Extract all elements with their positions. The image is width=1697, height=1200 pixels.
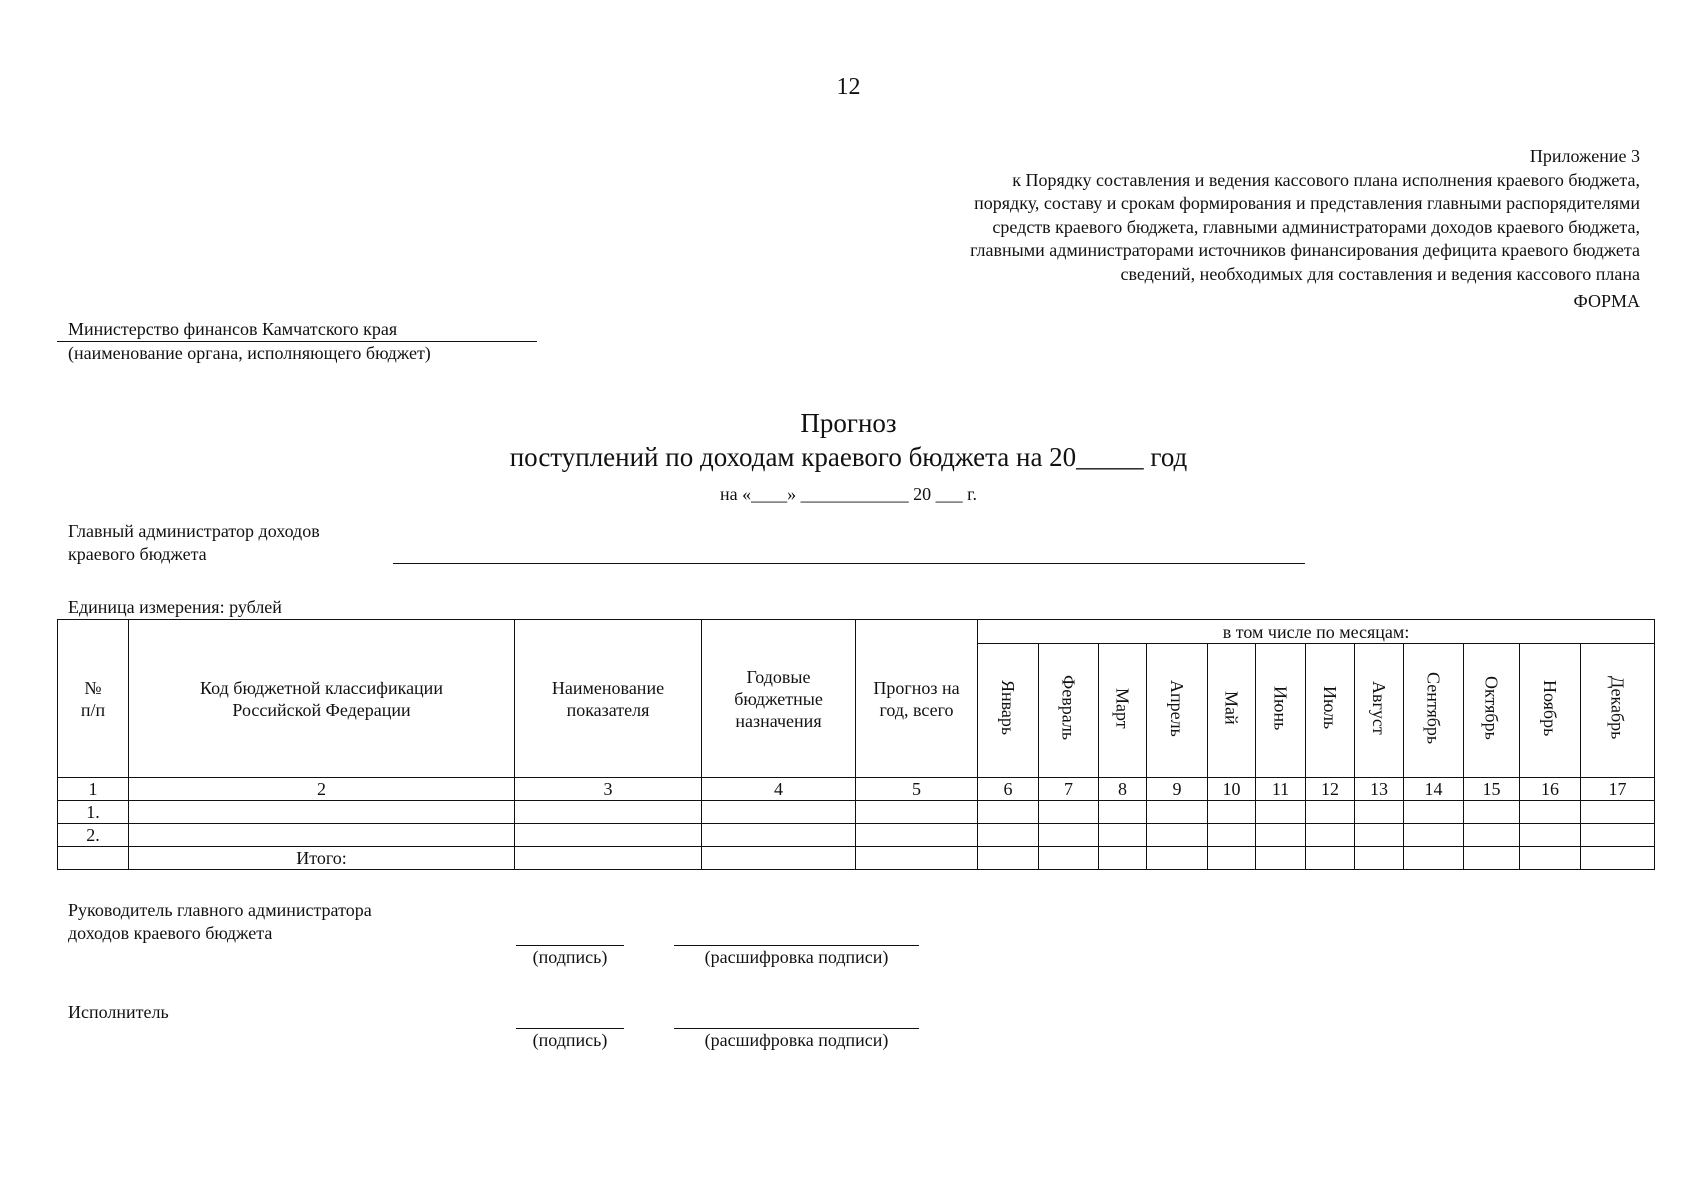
month-label: Сентябрь bbox=[1423, 671, 1444, 745]
month-header bbox=[1039, 644, 1099, 778]
document-title: Прогноз bbox=[800, 408, 897, 438]
month-label: Ноябрь bbox=[1540, 679, 1560, 737]
table-cell[interactable] bbox=[978, 824, 1039, 847]
signature-label-line: доходов краевого бюджета bbox=[68, 923, 273, 943]
table-cell[interactable] bbox=[1099, 801, 1147, 824]
column-number: 2 bbox=[129, 778, 515, 801]
header-forecast bbox=[856, 620, 978, 778]
table-cell[interactable] bbox=[1581, 824, 1655, 847]
header-text: Наименование bbox=[551, 677, 665, 698]
column-number: 15 bbox=[1464, 778, 1520, 801]
appendix-line: средств краевого бюджета, главными администраторами доходов краевого бюджета, bbox=[992, 216, 1640, 237]
table-cell[interactable] bbox=[1208, 801, 1256, 824]
column-number: 4 bbox=[702, 778, 856, 801]
column-number: 3 bbox=[515, 778, 702, 801]
month-label: Март bbox=[1112, 687, 1133, 729]
month-header bbox=[1306, 644, 1355, 778]
header-annual bbox=[702, 620, 856, 778]
table-cell[interactable] bbox=[1404, 824, 1464, 847]
head-signature-line[interactable] bbox=[516, 945, 624, 946]
table-cell[interactable] bbox=[1306, 801, 1355, 824]
page-number: 12 bbox=[836, 74, 861, 100]
unit-label: Единица измерения: рублей bbox=[68, 597, 282, 617]
row-number: 2. bbox=[58, 824, 129, 847]
organization-caption: (наименование органа, исполняющего бюджет) bbox=[68, 343, 431, 363]
table-cell[interactable] bbox=[1520, 801, 1581, 824]
header-text: Прогноз на bbox=[873, 677, 960, 698]
table-cell[interactable] bbox=[1306, 824, 1355, 847]
month-label: Август bbox=[1369, 681, 1389, 735]
table-cell[interactable] bbox=[1039, 847, 1099, 870]
column-number: 14 bbox=[1404, 778, 1464, 801]
date-line: на «____» ____________ 20 ___ г. bbox=[720, 484, 977, 504]
table-cell[interactable] bbox=[978, 801, 1039, 824]
table-cell[interactable] bbox=[702, 824, 856, 847]
administrator-label bbox=[68, 520, 320, 566]
table-cell[interactable] bbox=[1355, 824, 1404, 847]
table-header-row bbox=[58, 620, 1655, 644]
column-number: 1 bbox=[58, 778, 129, 801]
head-signature-label bbox=[68, 899, 372, 945]
table-row bbox=[58, 824, 1655, 847]
column-number: 11 bbox=[1256, 778, 1306, 801]
document-subtitle: поступлений по доходам краевого бюджета на 20_____ год bbox=[509, 442, 1188, 472]
appendix-line: порядку, составу и срокам формирования и представления главными распорядителями bbox=[974, 193, 1640, 213]
executor-signature-line[interactable] bbox=[516, 1028, 624, 1029]
appendix-line: главными администраторами источников финансирования дефицита краевого бюджета bbox=[970, 240, 1640, 260]
table-cell[interactable] bbox=[515, 801, 702, 824]
column-number-row bbox=[58, 778, 1655, 801]
table-cell[interactable] bbox=[1520, 847, 1581, 870]
month-label: Июнь bbox=[1270, 685, 1291, 731]
table-cell[interactable] bbox=[1039, 801, 1099, 824]
table-cell[interactable] bbox=[1306, 847, 1355, 870]
header-name bbox=[515, 620, 702, 778]
month-header bbox=[1099, 644, 1147, 778]
signature-label-line: Руководитель главного администратора bbox=[68, 900, 372, 920]
row-number: 1. bbox=[58, 801, 129, 824]
month-header bbox=[1581, 644, 1655, 778]
table-cell[interactable] bbox=[515, 824, 702, 847]
executor-decoding-line[interactable] bbox=[674, 1028, 919, 1029]
appendix-line: сведений, необходимых для составления и ведения кассового плана bbox=[1120, 263, 1640, 284]
head-decoding-line[interactable] bbox=[674, 945, 919, 946]
table-row bbox=[58, 801, 1655, 824]
table-cell[interactable] bbox=[702, 801, 856, 824]
table-cell[interactable] bbox=[1355, 801, 1404, 824]
head-decoding-caption: (расшифровка подписи) bbox=[704, 947, 889, 967]
appendix-block bbox=[970, 145, 1640, 286]
column-number: 17 bbox=[1581, 778, 1655, 801]
month-header bbox=[1208, 644, 1256, 778]
executor-signature-caption: (подпись) bbox=[532, 1030, 608, 1050]
table-cell[interactable] bbox=[1404, 847, 1464, 870]
table-cell[interactable] bbox=[856, 824, 978, 847]
forecast-table bbox=[57, 619, 1655, 870]
header-text: бюджетные bbox=[734, 688, 823, 709]
administrator-label-line: Главный администратор доходов bbox=[68, 521, 320, 541]
table-cell[interactable] bbox=[1581, 847, 1655, 870]
column-number: 5 bbox=[856, 778, 978, 801]
table-cell[interactable] bbox=[1147, 801, 1208, 824]
header-text: Код бюджетной классификации bbox=[200, 677, 443, 698]
table-cell[interactable] bbox=[1039, 824, 1099, 847]
month-header bbox=[1256, 644, 1306, 778]
table-cell[interactable] bbox=[1099, 824, 1147, 847]
month-header bbox=[1147, 644, 1208, 778]
column-number: 10 bbox=[1208, 778, 1256, 801]
table-cell[interactable] bbox=[1464, 824, 1520, 847]
table-cell[interactable] bbox=[1404, 801, 1464, 824]
month-label: Июль bbox=[1320, 686, 1340, 730]
header-num bbox=[58, 620, 129, 778]
table-cell[interactable] bbox=[856, 801, 978, 824]
header-text: п/п bbox=[80, 699, 106, 720]
table-cell[interactable] bbox=[1256, 847, 1306, 870]
table-cell[interactable] bbox=[1256, 824, 1306, 847]
organization-name: Министерство финансов Камчатского края bbox=[68, 319, 398, 339]
table-cell[interactable] bbox=[1208, 847, 1256, 870]
month-header bbox=[1404, 644, 1464, 778]
table-cell[interactable] bbox=[856, 847, 978, 870]
executor-decoding-caption: (расшифровка подписи) bbox=[704, 1030, 889, 1050]
header-code bbox=[129, 620, 515, 778]
header-text: № bbox=[84, 677, 102, 698]
executor-label: Исполнитель bbox=[68, 1002, 169, 1022]
table-cell[interactable] bbox=[1147, 824, 1208, 847]
column-number: 6 bbox=[978, 778, 1039, 801]
header-text: Российской Федерации bbox=[232, 699, 411, 720]
administrator-label-line: краевого бюджета bbox=[68, 544, 207, 564]
header-text: Годовые bbox=[746, 666, 811, 687]
table-cell bbox=[58, 847, 129, 870]
month-header bbox=[1464, 644, 1520, 778]
table-cell[interactable] bbox=[1147, 847, 1208, 870]
head-signature-caption: (подпись) bbox=[532, 947, 608, 967]
month-header bbox=[978, 644, 1039, 778]
header-text: год, всего bbox=[879, 699, 954, 720]
column-number: 7 bbox=[1039, 778, 1099, 801]
table-cell[interactable] bbox=[702, 847, 856, 870]
table-cell[interactable] bbox=[978, 847, 1039, 870]
column-number: 9 bbox=[1147, 778, 1208, 801]
table-cell[interactable] bbox=[129, 801, 515, 824]
form-label: ФОРМА bbox=[1573, 291, 1640, 311]
header-text: показателя bbox=[566, 699, 650, 720]
table-cell[interactable] bbox=[1520, 824, 1581, 847]
total-row bbox=[58, 847, 1655, 870]
total-label: Итого: bbox=[129, 847, 515, 870]
table-cell[interactable] bbox=[129, 824, 515, 847]
month-label: Май bbox=[1221, 691, 1242, 725]
appendix-title: Приложение 3 bbox=[1529, 146, 1640, 166]
header-months-group: в том числе по месяцам: bbox=[978, 620, 1655, 644]
column-number: 16 bbox=[1520, 778, 1581, 801]
table-cell[interactable] bbox=[1581, 801, 1655, 824]
month-label: Октябрь bbox=[1481, 676, 1502, 740]
month-label: Февраль bbox=[1058, 675, 1079, 741]
table-cell[interactable] bbox=[1256, 801, 1306, 824]
month-label: Январь bbox=[998, 680, 1018, 736]
table-cell[interactable] bbox=[1464, 847, 1520, 870]
month-label: Апрель bbox=[1167, 679, 1187, 737]
column-number: 13 bbox=[1355, 778, 1404, 801]
header-text: назначения bbox=[735, 710, 822, 731]
table-cell[interactable] bbox=[1208, 824, 1256, 847]
table-cell[interactable] bbox=[515, 847, 702, 870]
month-header bbox=[1355, 644, 1404, 778]
organization-underline bbox=[57, 341, 537, 342]
column-number: 12 bbox=[1306, 778, 1355, 801]
table-cell[interactable] bbox=[1355, 847, 1404, 870]
column-number: 8 bbox=[1099, 778, 1147, 801]
appendix-line: к Порядку составления и ведения кассового плана исполнения краевого бюджета, bbox=[1012, 169, 1640, 190]
table-cell[interactable] bbox=[1099, 847, 1147, 870]
month-header bbox=[1520, 644, 1581, 778]
month-label: Декабрь bbox=[1607, 676, 1628, 740]
table-cell[interactable] bbox=[1464, 801, 1520, 824]
administrator-field-line[interactable] bbox=[393, 563, 1305, 564]
